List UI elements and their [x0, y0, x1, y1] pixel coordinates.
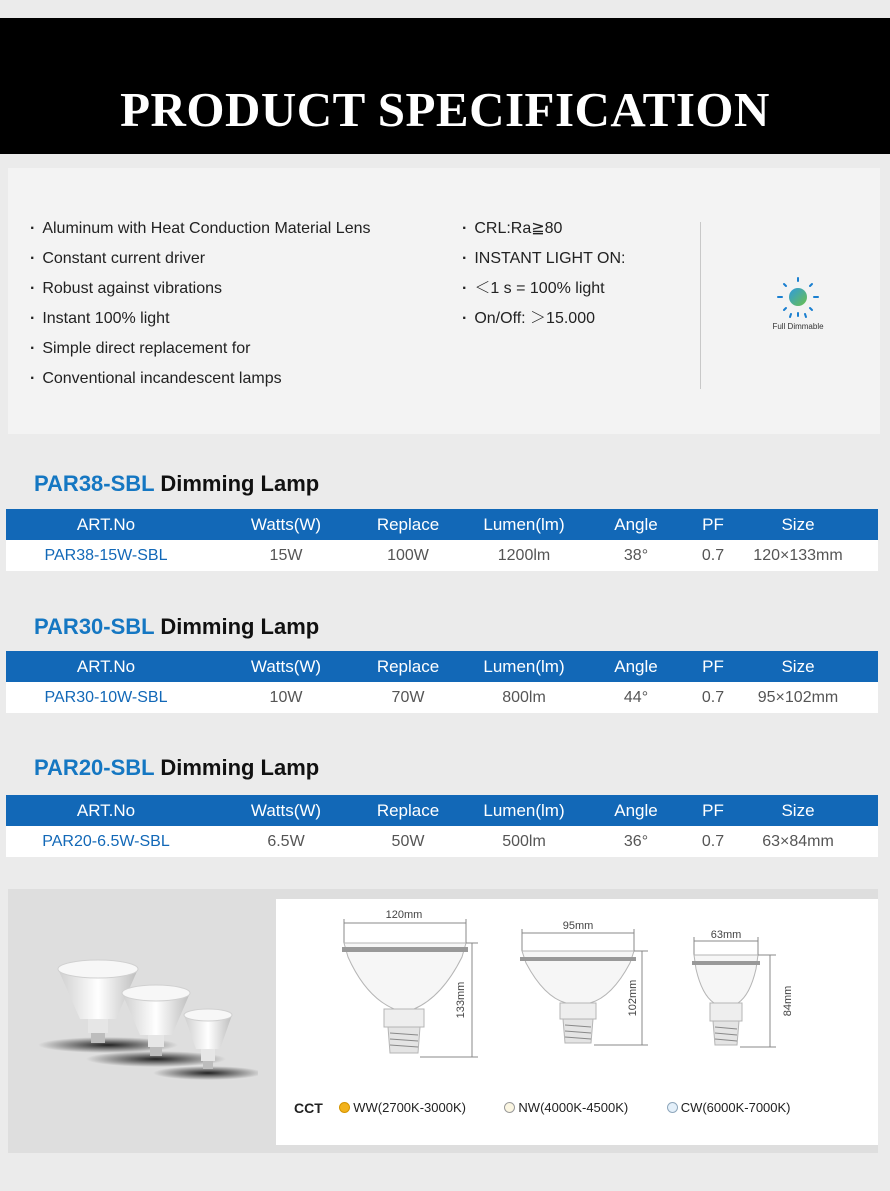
art-no-cell: PAR38-15W-SBL	[44, 547, 168, 564]
table-header	[6, 651, 878, 682]
column-header: Lumen(lm)	[483, 657, 565, 676]
full-dimmable-badge	[760, 274, 836, 331]
column-header: Replace	[376, 515, 440, 534]
model-suffix: Dimming Lamp	[154, 471, 320, 496]
cct-label: WW(2700K-3000K)	[353, 1100, 466, 1116]
cct-legend	[294, 1099, 825, 1121]
feature-list-right	[462, 218, 625, 338]
feature-item: · Aluminum with Heat Conduction Material Lens	[30, 218, 370, 248]
column-header: Replace	[376, 801, 440, 820]
page-title: PRODUCT SPECIFICATION	[120, 82, 770, 137]
cct-label: CW(6000K-7000K)	[680, 1100, 791, 1116]
table-row	[6, 682, 878, 713]
table-row	[6, 826, 878, 857]
model-name: PAR20-SBL	[34, 755, 155, 780]
table-header	[6, 795, 878, 826]
spec-table-par30	[6, 651, 878, 713]
table-cell: 95×102mm	[757, 689, 839, 706]
column-header: PF	[702, 801, 724, 820]
product-title-par38	[34, 471, 319, 497]
cct-title: CCT	[294, 1099, 323, 1116]
model-name: PAR38-SBL	[34, 471, 155, 496]
width-label: 63mm	[710, 929, 742, 941]
column-header: Replace	[376, 657, 440, 676]
width-label: 120mm	[385, 909, 423, 921]
table-cell: 63×84mm	[762, 833, 834, 850]
feature-item: · Instant 100% light	[30, 308, 370, 338]
table-cell: 44°	[623, 689, 649, 706]
art-no-cell: PAR20-6.5W-SBL	[42, 833, 170, 850]
feature-item: · ＜1 s = 100% light	[462, 278, 625, 308]
column-header: Watts(W)	[250, 801, 322, 820]
cct-item	[339, 1100, 466, 1115]
column-header: Angle	[614, 657, 658, 676]
column-header: Lumen(lm)	[483, 515, 565, 534]
table-cell: 38°	[623, 547, 649, 564]
product-title-par20	[34, 755, 319, 781]
feature-list-left	[30, 218, 370, 398]
column-header: ART.No	[76, 801, 136, 820]
column-header: Angle	[614, 801, 658, 820]
lamp-dimension-drawings	[276, 899, 878, 1095]
table-cell: 120×133mm	[753, 547, 843, 564]
model-suffix: Dimming Lamp	[154, 614, 320, 639]
height-label: 84mm	[782, 985, 794, 1017]
model-suffix: Dimming Lamp	[154, 755, 320, 780]
height-label: 133mm	[455, 981, 467, 1019]
feature-item: · Robust against vibrations	[30, 278, 370, 308]
column-header: Watts(W)	[250, 515, 322, 534]
table-cell: 0.7	[701, 833, 725, 850]
features-panel	[8, 168, 880, 434]
spec-table-par20	[6, 795, 878, 857]
feature-item: · Constant current driver	[30, 248, 370, 278]
neutral-white-dot-icon	[504, 1102, 515, 1113]
cct-item	[504, 1100, 628, 1115]
header-banner	[0, 18, 890, 154]
column-header: Watts(W)	[250, 657, 322, 676]
feature-item: · CRL:Ra≧80	[462, 218, 625, 248]
column-header: Angle	[614, 515, 658, 534]
table-cell: 0.7	[701, 547, 725, 564]
column-header: PF	[702, 657, 724, 676]
column-header: Size	[781, 801, 815, 820]
cool-white-dot-icon	[667, 1102, 678, 1113]
column-header: Lumen(lm)	[483, 801, 565, 820]
column-header: ART.No	[76, 515, 136, 534]
table-cell: 800lm	[502, 689, 546, 706]
column-header: Size	[781, 657, 815, 676]
table-cell: 50W	[391, 833, 425, 850]
table-cell: 500lm	[502, 833, 546, 850]
table-cell: 100W	[387, 547, 429, 564]
dimension-diagram	[276, 899, 878, 1145]
feature-item: · INSTANT LIGHT ON:	[462, 248, 625, 278]
table-cell: 1200lm	[497, 547, 551, 564]
column-header: ART.No	[76, 657, 136, 676]
feature-item: · Conventional incandescent lamps	[30, 368, 370, 398]
badge-label: Full Dimmable	[772, 322, 824, 331]
sun-dimmable-icon	[773, 274, 823, 320]
art-no-cell: PAR30-10W-SBL	[44, 689, 168, 706]
width-label: 95mm	[562, 920, 594, 932]
feature-item: · Simple direct replacement for	[30, 338, 370, 368]
model-name: PAR30-SBL	[34, 614, 155, 639]
column-header: Size	[781, 515, 815, 534]
spec-table-par38	[6, 509, 878, 571]
warm-white-dot-icon	[339, 1102, 350, 1113]
table-cell: 6.5W	[267, 833, 305, 850]
table-cell: 15W	[269, 547, 303, 564]
table-cell: 0.7	[701, 689, 725, 706]
cct-label: NW(4000K-4500K)	[518, 1100, 629, 1116]
table-row	[6, 540, 878, 571]
table-cell: 10W	[269, 689, 303, 706]
table-cell: 36°	[623, 833, 649, 850]
product-title-par30	[34, 614, 319, 640]
lamp-product-image	[38, 949, 258, 1089]
column-header: PF	[702, 515, 724, 534]
divider	[700, 222, 701, 389]
table-header	[6, 509, 878, 540]
feature-item: · On/Off: ＞15.000	[462, 308, 625, 338]
cct-item	[667, 1100, 791, 1115]
height-label: 102mm	[627, 979, 639, 1017]
table-cell: 70W	[391, 689, 425, 706]
